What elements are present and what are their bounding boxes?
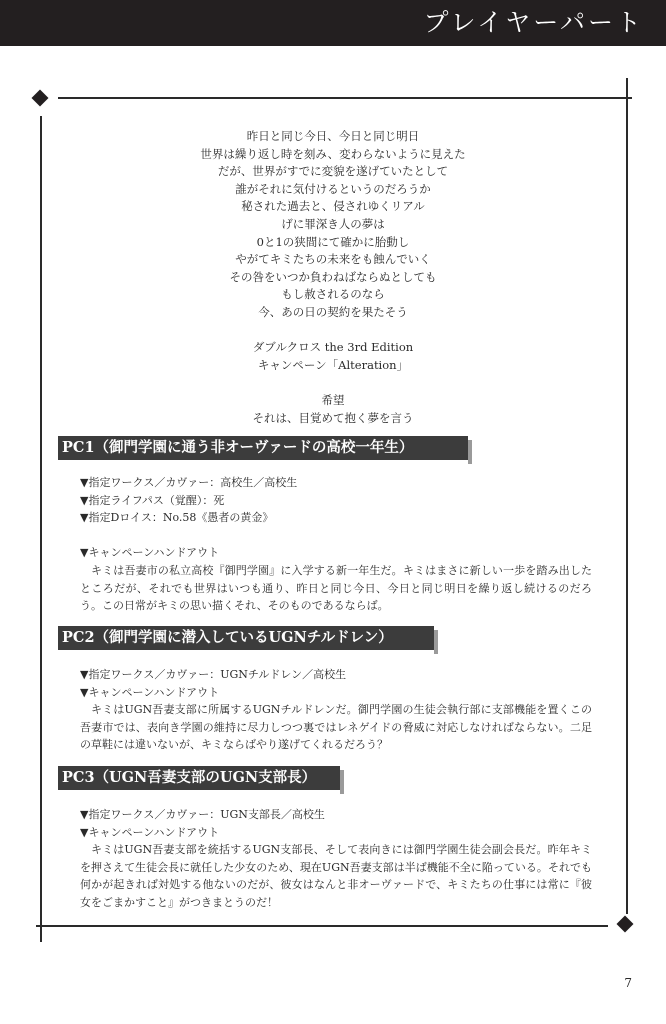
pc2-details (80, 666, 592, 754)
poem-line: 秘された過去と、侵されゆくリアル (241, 199, 425, 214)
pc2-works: ▼指定ワークス／カヴァー：UGNチルドレン／高校生 (80, 668, 347, 681)
edition-line: ダブルクロス the 3rd Edition (252, 340, 414, 355)
pc1-works: ▼指定ワークス／カヴァー：高校生／高校生 (80, 476, 298, 489)
poem-line: 世界は繰り返し時を刻み、変わらないように見えた (200, 146, 466, 161)
pc2-heading: PC2（御門学園に潜入しているUGNチルドレン） (58, 626, 434, 650)
poem-line: その咎をいつか負わねばならぬとしても (229, 269, 437, 284)
pc1-handout-text: キミは吾妻市の私立高校『御門学園』に入学する新一年生だ。キミはまさに新しい一歩を踏み出したところだが、それでも世界はいつも通り、昨日と同じ今日、今日と同じ明日を繰り返し続けるのだろう。この日常がキミの思い描くそれ、そのものであるならば。 (80, 563, 592, 613)
corner-diamond-bottom-right (617, 916, 634, 933)
frame-top-rule (58, 97, 632, 99)
pc2-handout-label: ▼キャンペーンハンドアウト (80, 685, 220, 699)
pc3-heading: PC3（UGN吾妻支部のUGN支部長） (58, 766, 340, 790)
intro-poem (70, 128, 596, 427)
theme-line: それは、目覚めて抱く夢を言う (252, 410, 414, 425)
pc2-handout-text: キミはUGN吾妻支部に所属するUGNチルドレンだ。御門学園の生徒会執行部に支部機能を置くこの吾妻市では、表向き学園の維持に尽力しつつ裏ではレネゲイドの脅威に対応しなければならない。二足の草鞋には違いないが、キミならばやり遂げてくれるだろう？ (80, 703, 592, 752)
pc1-lifepath: ▼指定ライフパス（覚醒）：死 (80, 493, 225, 507)
pc1-dlois: ▼指定Dロイス：No.58《愚者の黄金》 (80, 511, 274, 525)
frame-left-rule (40, 116, 42, 942)
poem-line: げに罪深き人の夢は (281, 216, 385, 231)
pc1-handout-label: ▼キャンペーンハンドアウト (80, 546, 220, 560)
frame-right-rule (626, 78, 628, 914)
pc1-details (80, 474, 592, 615)
campaign-line: キャンペーン「Alteration」 (257, 357, 409, 372)
pc3-handout-text: キミはUGN吾妻支部を統括するUGN支部長、そして表向きには御門学園生徒会副会長だ。昨年キミを押さえて生徒会長に就任した少女のため、現在UGN吾妻支部は半ば機能不全に陥っている。それでも何かが起きれば対処する他ないのだが、彼女はなんと非オーヴァードで、キミたちの仕事には常に『彼女をごまかすこと』がつきまとうのだ！ (80, 843, 592, 909)
corner-diamond-top-left (32, 90, 49, 107)
header-bar (0, 0, 666, 46)
pc1-heading: PC1（御門学園に通う非オーヴァードの高校一年生） (58, 436, 468, 460)
poem-line: 0と1の狭間にて確かに胎動し (256, 234, 410, 249)
pc3-details (80, 806, 592, 912)
theme-title: 希望 (321, 392, 345, 407)
poem-line: やがてキミたちの未来をも蝕んでいく (235, 252, 431, 267)
pc3-handout-label: ▼キャンペーンハンドアウト (80, 825, 220, 839)
poem-line: 昨日と同じ今日、今日と同じ明日 (246, 129, 420, 143)
page-section-title: プレイヤーパート (423, 8, 644, 37)
poem-line: もし赦されるのなら (281, 287, 385, 302)
poem-line: 今、あの日の契約を果たそう (258, 304, 408, 319)
page-number: 7 (624, 976, 632, 990)
poem-line: だが、世界がすでに変貌を遂げていたとして (217, 164, 449, 179)
poem-line: 誰がそれに気付けるというのだろうか (235, 181, 431, 196)
pc3-works: ▼指定ワークス／カヴァー：UGN支部長／高校生 (80, 808, 325, 821)
frame-bottom-rule (36, 925, 608, 927)
